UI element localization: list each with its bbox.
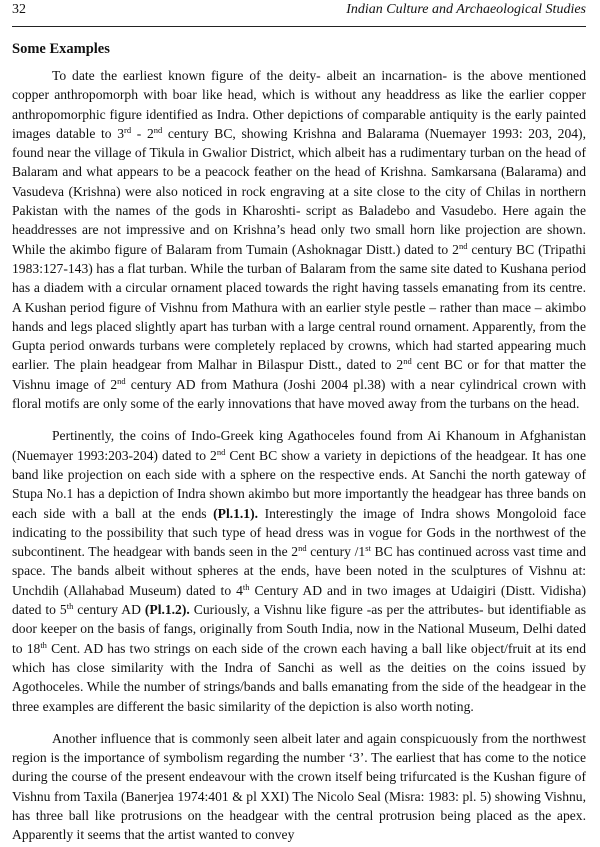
- text-run: To date the earliest known figure of the deity- albeit an incarnation- is the above mentioned copper anthropomorph with boar like head, which is without any headdress as like the earlier copper anthropomorphic figure identified as Indra. Other depictions of comparable antiquity is the early painted images datable to 3: [12, 68, 586, 141]
- running-title: Indian Culture and Archaeological Studies: [346, 2, 586, 17]
- text-run: Curiously, a Vishnu like figure -as per the attributes- but identifiable as door keeper on the basis of fangs, originally from South India, now in the National Museum, Delhi dated to 18: [12, 602, 586, 656]
- ordinal-superscript: th: [242, 581, 250, 592]
- text-run: Cent BC show a variety in depictions of the headgear. It has one band like projection on each side with a sphere on the respective ends. At Sanchi the north gateway of Stupa No.1 has a depiction of Indra shown akimbo but more importantly the headgear has three bands on each side with a ball at the ends: [12, 447, 586, 521]
- ordinal-superscript: nd: [298, 543, 307, 554]
- text-run: century BC, showing Krishna and Balarama (Nuemayer 1993: 203, 204), found near the village of Tikula in Gwalior District, which albeit has a rudimentary turban on the head of Balaram and what appears to be a peacock feather on the head of Krishna. Samkarsana (Balarama) and Vasudeva (Krishna) were also noticed in rock engraving at a site close to the city of Chilas in northern Pakistan with the names of the gods in Kharoshti- script as Baladebo and Vasudebo. Here again the headdresses are not impressive and on Krishna’s head only two small horn like projection are shown. While the akimbo figure of Balaram from Tumain (Ashoknagar Distt.) dated to 2: [12, 125, 586, 257]
- text-run: century AD: [73, 602, 145, 618]
- ordinal-superscript: nd: [216, 446, 226, 457]
- text-run: century AD from Mathura (Joshi 2004 pl.38) with a near cylindrical crown with floral motifs are only some of the early innovations that have moved away from the turbans on the head.: [12, 376, 586, 412]
- text-run: Cent. AD has two strings on each side of the crown each having a ball like object/fruit at its end which has close similarity with the Indra of Sanchi as well as the deities on the coins issued by Agothoceles. While the number of strings/bands and balls emanating from the side of the headgear in the three examples are different the basic similarity of the depiction is also worth noting.: [12, 640, 586, 714]
- paragraph: [12, 66, 586, 413]
- text-run: BC has continued across vast time and space. The bands albeit without spheres at the ends, have been noted in the sculptures of Vishnu at: Unchdih (Allahabad Museum) dated to 4: [12, 544, 586, 598]
- text-run: - 2: [131, 125, 154, 141]
- plate-reference: (Pl.1.1).: [213, 505, 259, 521]
- section-heading: Some Examples: [12, 41, 110, 57]
- ordinal-superscript: nd: [153, 124, 163, 135]
- body-text: [12, 66, 586, 845]
- ordinal-superscript: nd: [458, 240, 468, 251]
- ordinal-superscript: st: [365, 543, 371, 554]
- text-run: century BC (Tripathi 1983:127-143) has a flat turban. While the turban of Balaram from the same site dated to Kushana period has a diadem with a circular ornament placed towards the right having tassels emanating from its centre. A Kushan period figure of Vishnu from Mathura with an earlier style pestle – rather than mace – akimbo hands and legs placed slightly apart has turban with a large central round ornament. Apparently, from the Gupta period onwards turbans were completely replaced by crowns, which had started appearing much earlier. The plain headgear from Malhar in Bilaspur Distt., dated to 2: [12, 241, 586, 373]
- page-number: 32: [12, 2, 26, 17]
- page-header: [12, 0, 586, 27]
- paragraph: [12, 729, 586, 845]
- paragraph: [12, 426, 586, 715]
- ordinal-superscript: rd: [124, 124, 132, 135]
- ordinal-superscript: nd: [117, 375, 126, 386]
- text-run: Pertinently, the coins of Indo-Greek king Agathoceles found from Ai Khanoum in Afghanistan (Nuemayer 1993:203-204) dated to 2: [12, 428, 586, 463]
- text-run: Century AD and in two images at Udaigiri (Distt. Vidisha) dated to 5: [12, 582, 586, 618]
- ordinal-superscript: nd: [403, 356, 412, 367]
- ordinal-superscript: th: [40, 639, 47, 650]
- text-run: cent BC or for that matter the Vishnu image of 2: [12, 357, 586, 392]
- ordinal-superscript: th: [66, 601, 74, 612]
- text-run: century /1: [306, 544, 366, 560]
- plate-reference: (Pl.1.2).: [144, 602, 190, 618]
- text-run: Interestingly the image of Indra shows Mongoloid face indicating to the possibility that such type of head dress was in vogue for Gods in the northwest of the subcontinent. The headgear with bands seen in the 2: [12, 505, 587, 560]
- text-run: Another influence that is commonly seen albeit later and again conspicuously from the northwest region is the importance of symbolism regarding the number ‘3’. The earliest that has come to the notice during the course of the present endeavour with the crown itself being trifurcated is the Kushan figure of Vishnu from Taxila (Banerjea 1974:401 & pl XXI) The Nicolo Seal (Misra: 1983: pl. 5) showing Vishnu, has three ball like protrusions on the headgear with the central protrusion being placed as the apex. Apparently it seems that the artist wanted to convey: [12, 730, 586, 843]
